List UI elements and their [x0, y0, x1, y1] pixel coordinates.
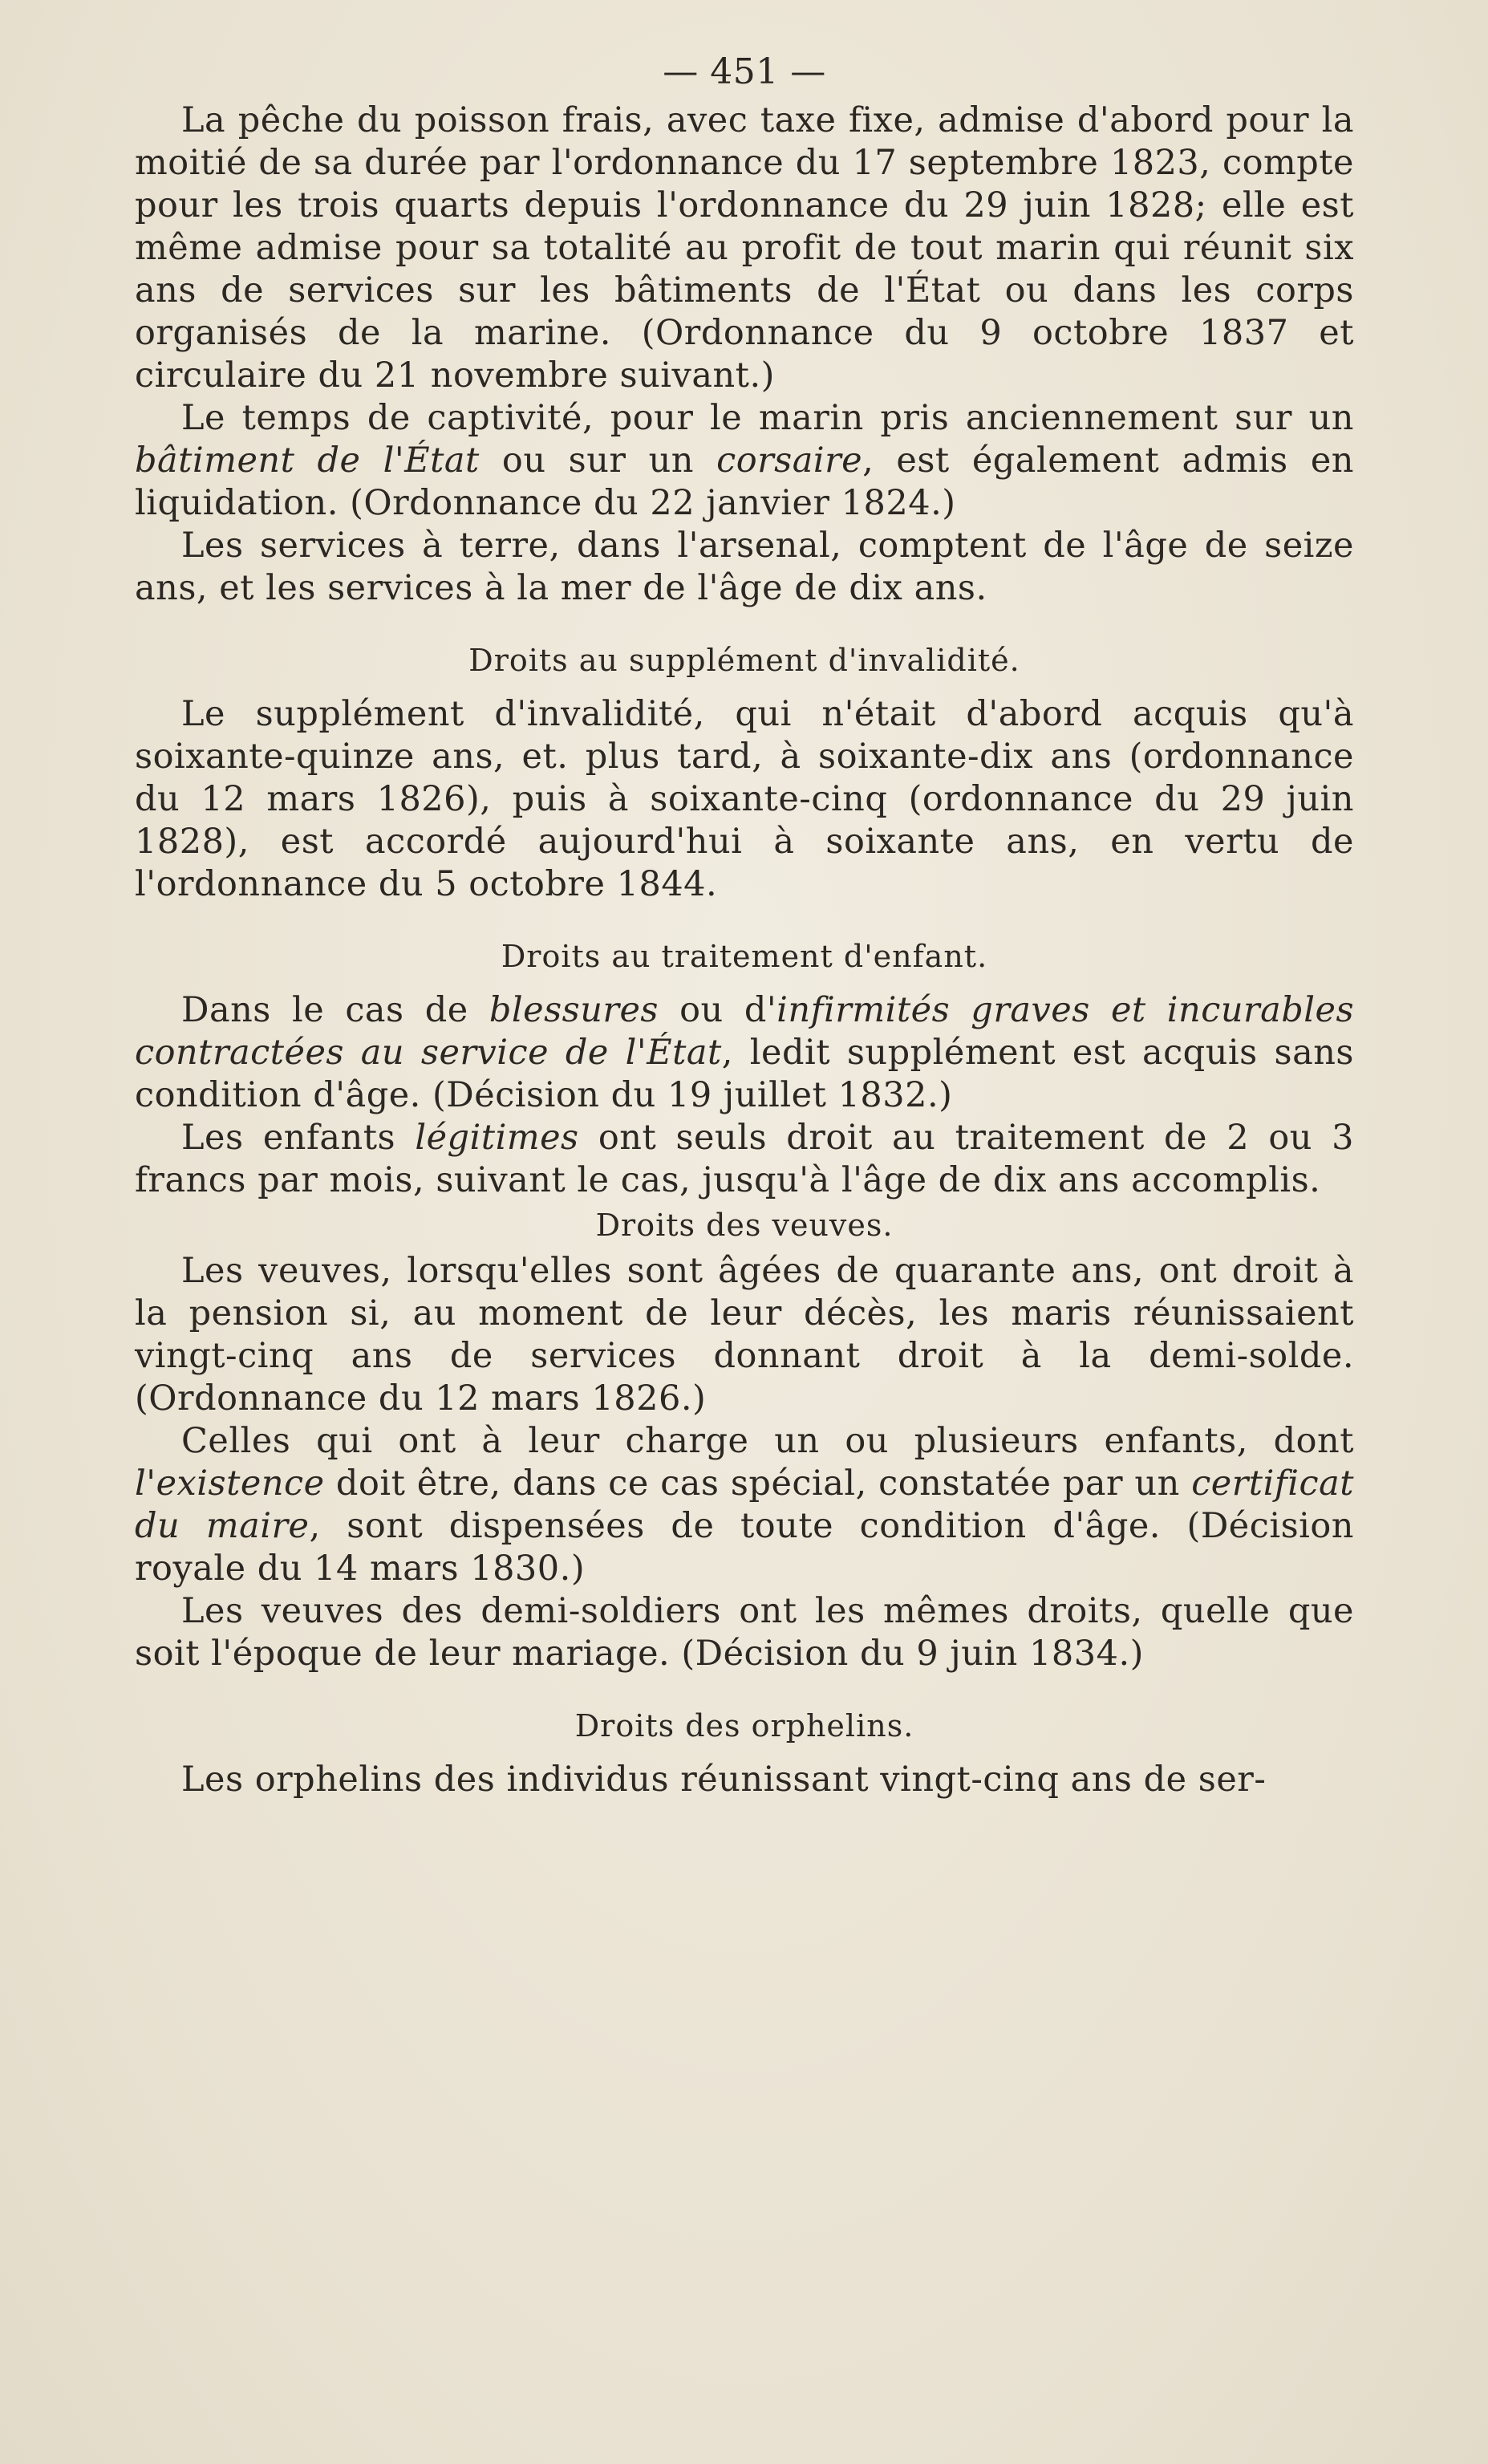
italic-phrase: l'existence — [135, 1463, 325, 1504]
italic-phrase: blessures — [489, 990, 659, 1030]
italic-phrase: bâtiment de l'État — [135, 440, 480, 481]
paragraph-legitimate-children: Les enfants légitimes ont seuls droit au traitement de 2 ou 3 francs par mois, suivant le cas, jusqu'à l'âge de dix ans accomplis. — [135, 1118, 1355, 1200]
italic-phrase: corsaire — [716, 440, 863, 481]
italic-phrase: infirmités graves et incurables contractées au service de l'État — [135, 990, 1355, 1073]
paragraph-invalidity: Le supplément d'invalidité, qui n'était d'abord acquis qu'à soixante-quinze ans, et. plus tard, à soixante-dix ans (ordonnance du 12 mars 1826), puis à soixante-cinq (ordonnance du 29 juin 1828), est accordé aujourd'hui à soixante ans, en vertu de l'ordonnance du 5 octobre 1844. — [135, 694, 1354, 904]
section-heading-child-allowance: Droits au traitement d'enfant. — [501, 939, 988, 974]
section-heading-widows: Droits des veuves. — [595, 1208, 894, 1243]
paragraph-widows: Les veuves, lorsqu'elles sont âgées de quarante ans, ont droit à la pension si, au moment de leur décès, les maris réunissaient vingt-cinq ans de services donnant droit à la demi-solde. (Ordonnance du 12 mars 1826.) — [135, 1251, 1354, 1419]
italic-phrase: certificat du maire — [135, 1463, 1354, 1546]
paragraph-land-services: Les services à terre, dans l'arsenal, comptent de l'âge de seize ans, et les services à la mer de l'âge de dix ans. — [135, 526, 1354, 608]
paragraph-wounds: Dans le cas de blessures ou d'infirmités graves et incurables contractées au service de l'État, ledit supplément est acquis sans condition d'âge. (Décision du 19 juillet 1832.) — [135, 990, 1355, 1115]
paragraph-fishing: La pêche du poisson frais, avec taxe fixe, admise d'abord pour la moitié de sa durée par l'ordonnance du 17 septembre 1823, compte pour les trois quarts depuis l'ordonnance du 29 juin 1828; elle est même admise pour sa totalité au profit de tout marin qui réunit six ans de services sur les bâtiments de l'État ou dans les corps organisés de la marine. (Ordonnance du 9 octobre 1837 et circulaire du 21 novembre suivant.) — [135, 100, 1354, 396]
paragraph-captivity: Le temps de captivité, pour le marin pris anciennement sur un bâtiment de l'État ou sur un corsaire, est également admis en liquidation. (Ordonnance du 22 janvier 1824.) — [135, 398, 1355, 523]
italic-phrase: légitimes — [415, 1118, 579, 1158]
section-heading-invalidity: Droits au supplément d'invalidité. — [468, 643, 1020, 678]
page-text — [135, 48, 1354, 1801]
paragraph-widows-children: Celles qui ont à leur charge un ou plusieurs enfants, dont l'existence doit être, dans ce cas spécial, constatée par un certificat du maire, sont dispensées de toute condition d'âge. (Décision royale du 14 mars 1830.) — [135, 1421, 1354, 1589]
section-heading-orphans: Droits des orphelins. — [574, 1708, 914, 1743]
page-number: — 451 — — [663, 51, 826, 92]
paragraph-demi-soldiers: Les veuves des demi-soldiers ont les mêmes droits, quelle que soit l'époque de leur mariage. (Décision du 9 juin 1834.) — [135, 1591, 1354, 1674]
paragraph-orphans: Les orphelins des individus réunissant vingt-cinq ans de ser- — [181, 1760, 1267, 1800]
